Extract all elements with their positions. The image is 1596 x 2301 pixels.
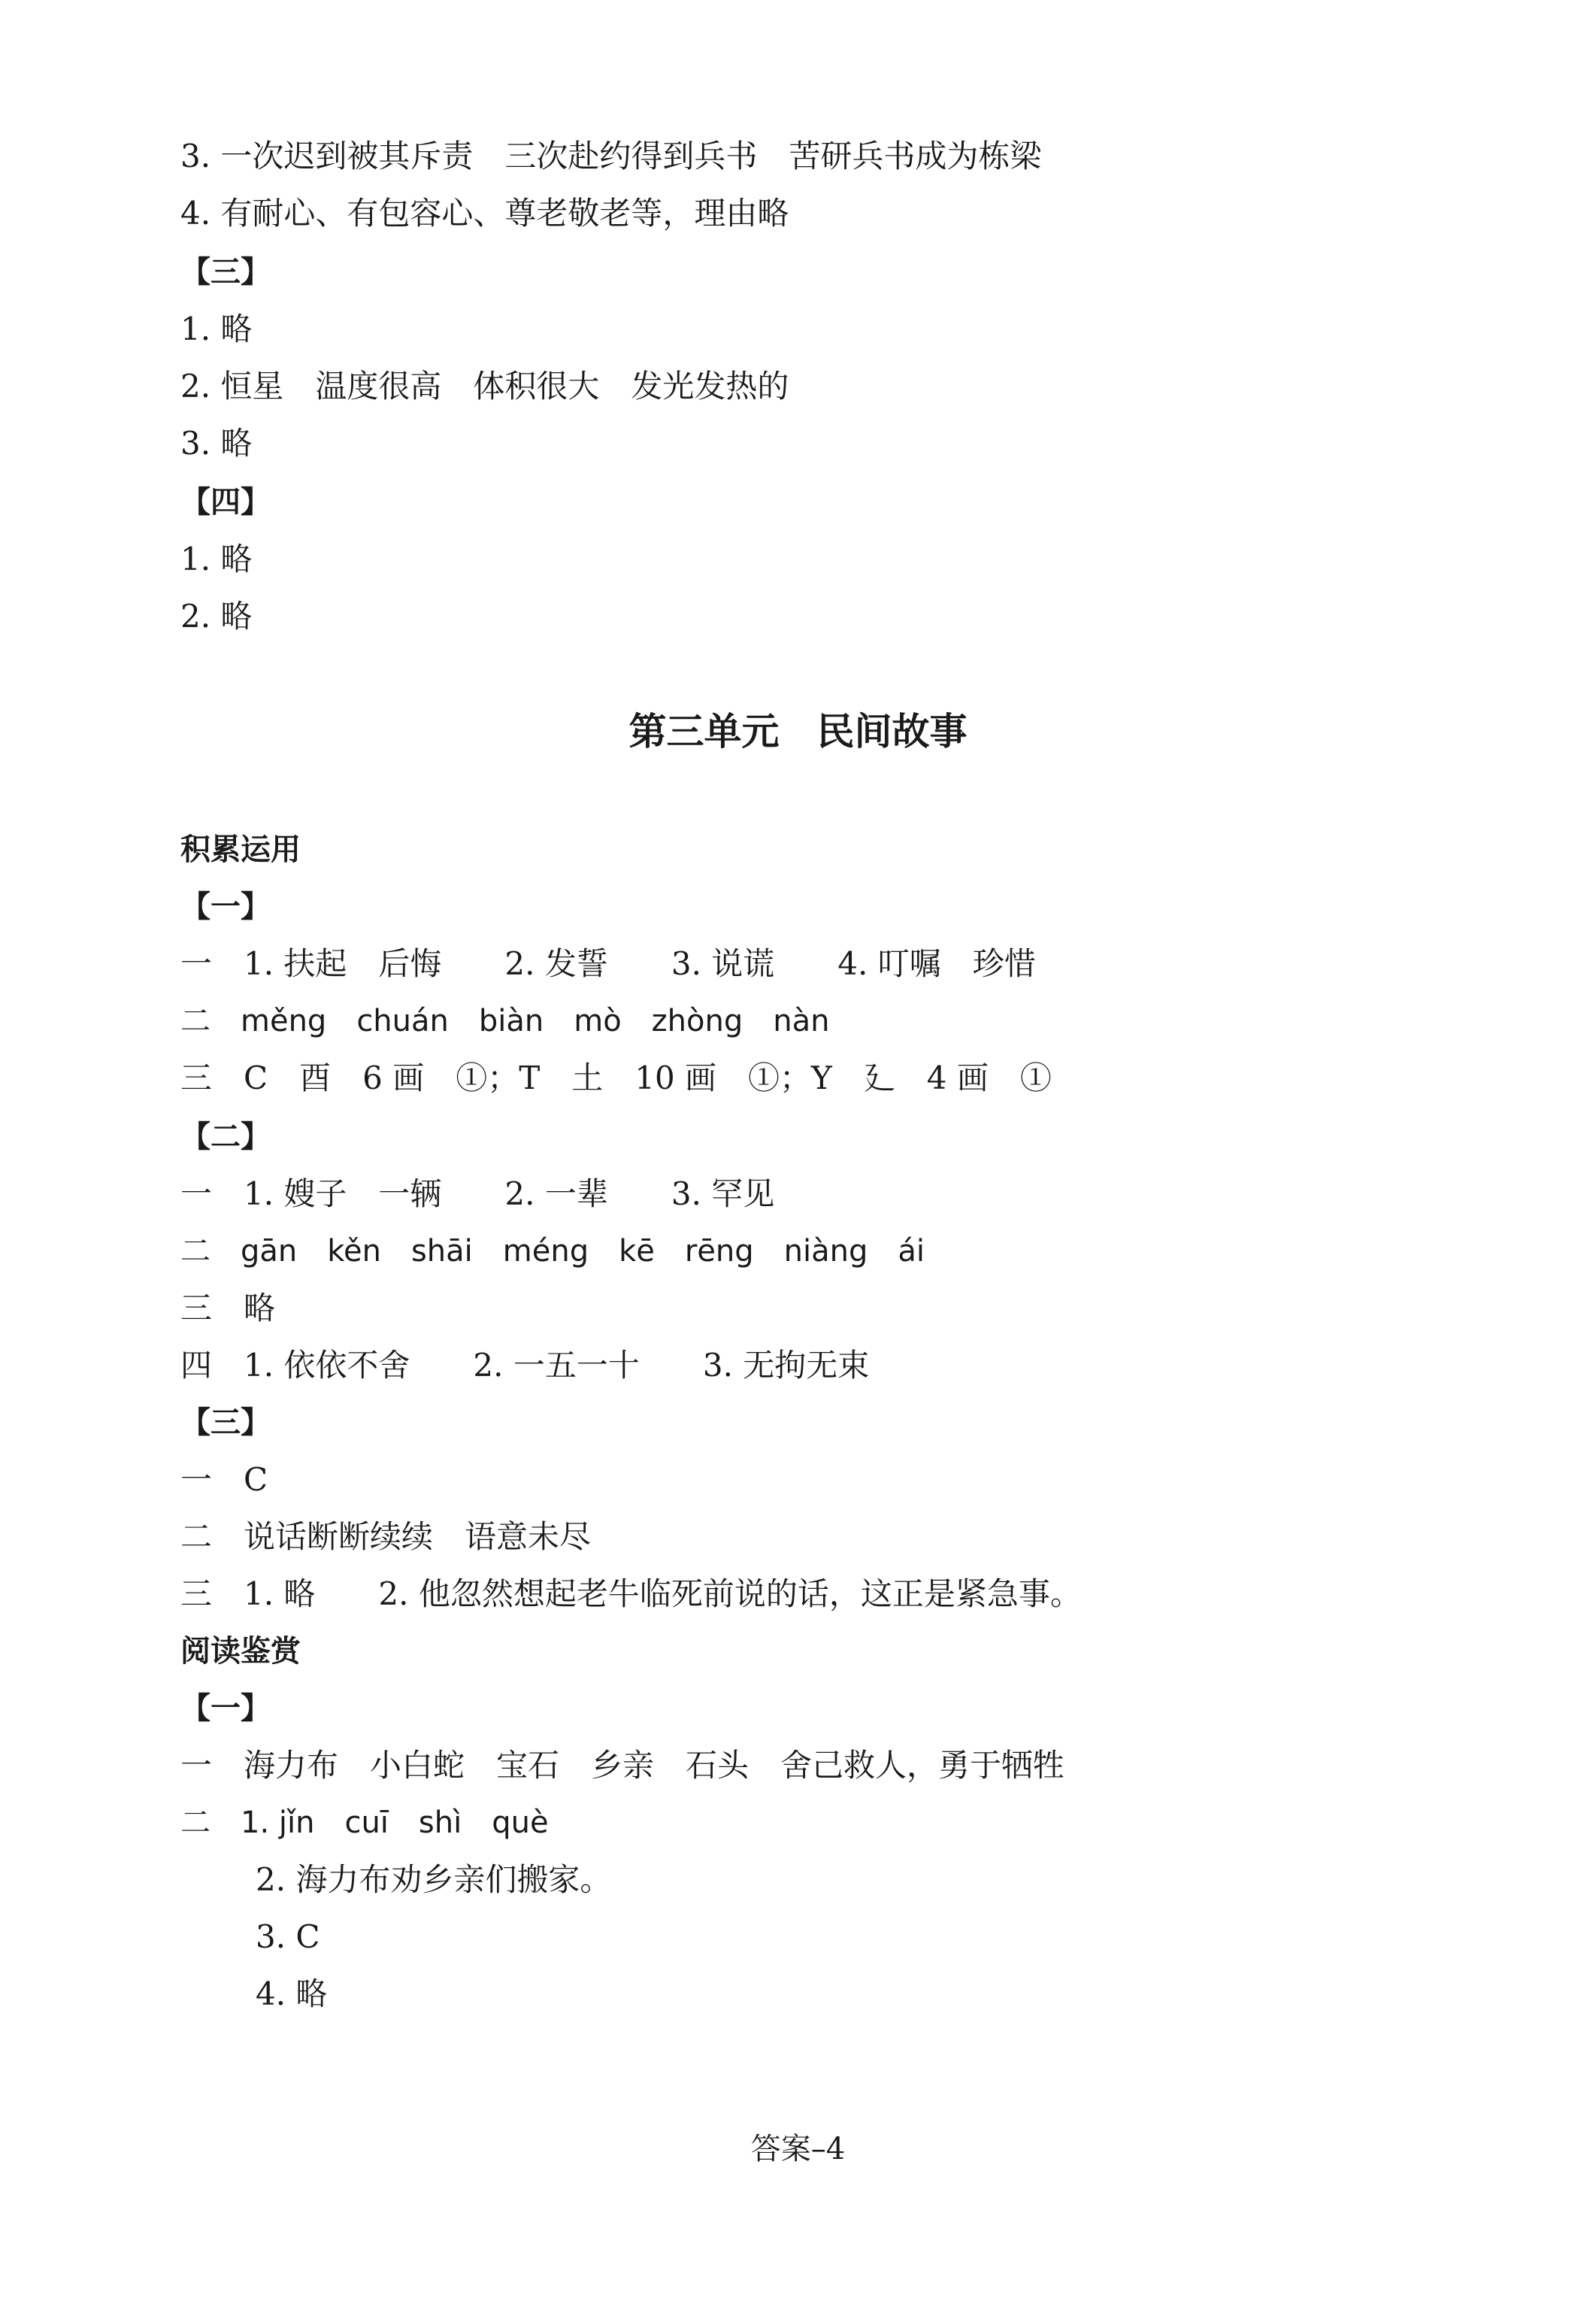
answer-line: 1. 略 [180,311,253,347]
unit-title: 第三单元 民间故事 [628,710,968,753]
section-label: 【三】 [180,1405,271,1440]
answer-line: 三 1. 略 2. 他忽然想起老牛临死前说的话，这正是紧急事。 [180,1575,1082,1612]
answer-line: 4. 有耐心、有包容心、尊老敬老等，理由略 [180,195,789,232]
section-label: 【三】 [180,255,271,290]
answer-line: 三 C 酉 6 画 ①；T 土 10 画 ①；Y 廴 4 画 ① [180,1060,1052,1096]
answer-line: 2. 恒星 温度很高 体积很大 发光发热的 [180,368,789,405]
answer-line: 1. 略 [180,541,253,578]
answer-line: 3. C [256,1918,320,1955]
answer-line: 2. 略 [180,598,253,635]
answer-line: 3. 略 [180,425,253,462]
pinyin-line: 二 měng chuán biàn mò zhòng nàn [180,1004,830,1038]
section-label: 【一】 [180,1691,271,1726]
section-heading-reading: 阅读鉴赏 [180,1634,301,1669]
answer-line: 一 海力布 小白蛇 宝石 乡亲 石头 舍己救人，勇于牺牲 [180,1747,1065,1784]
section-heading-accumulation: 积累运用 [180,832,301,867]
section-label: 【四】 [180,485,271,520]
answer-line: 3. 一次迟到被其斥责 三次赴约得到兵书 苦研兵书成为栋梁 [180,138,1042,174]
answer-line: 四 1. 依依不舍 2. 一五一十 3. 无拘无束 [180,1347,870,1384]
pinyin-line: 二 gān kěn shāi méng kē rēng niàng ái [180,1234,925,1269]
answer-line: 一 C [180,1461,268,1498]
answer-line: 三 略 [180,1290,276,1326]
answer-line: 二 说话断断续续 语意未尽 [180,1518,592,1555]
answer-line: 4. 略 [256,1975,328,2012]
pinyin-line: 二 1. jǐn cuī shì què [180,1805,549,1840]
answer-line: 2. 海力布劝乡亲们搬家。 [256,1861,612,1898]
section-label: 【二】 [180,1120,271,1154]
page-number: 答案–4 [750,2132,846,2166]
answer-line: 一 1. 扶起 后悔 2. 发誓 3. 说谎 4. 叮嘱 珍惜 [180,945,1036,982]
section-label: 【一】 [180,890,271,924]
answer-line: 一 1. 嫂子 一辆 2. 一辈 3. 罕见 [180,1175,775,1212]
